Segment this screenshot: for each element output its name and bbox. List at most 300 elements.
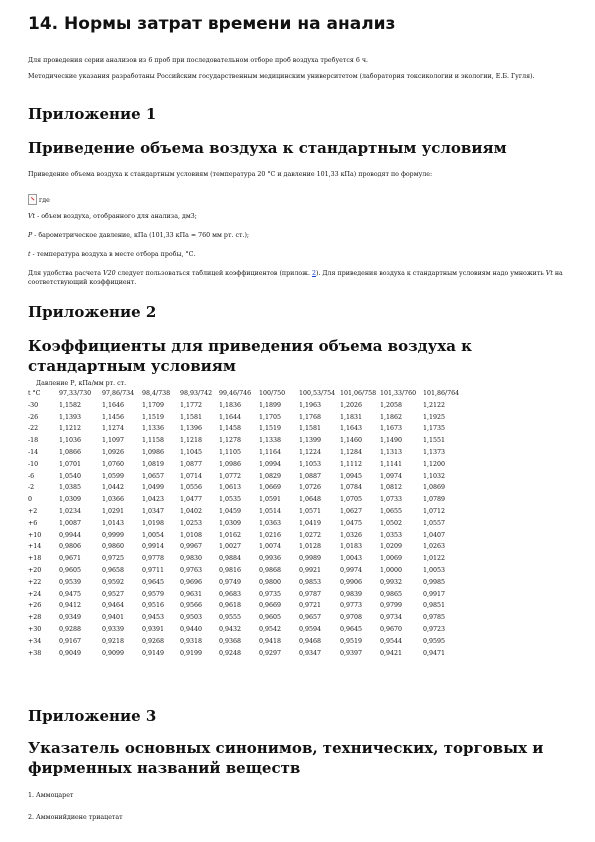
formula-where: где	[39, 197, 50, 204]
coefficient-cell: 1,1053	[299, 460, 322, 468]
coefficient-cell: 1,0407	[423, 531, 446, 539]
table-header-cell: 101,06/758	[340, 390, 377, 397]
coefficient-cell: 1,0043	[340, 555, 363, 563]
coefficient-cell: 0,9708	[340, 614, 363, 622]
coefficient-cell: 1,0000	[380, 566, 403, 574]
coefficient-cell: 0,9288	[59, 625, 82, 633]
coefficient-cell: 1,0402	[180, 507, 203, 515]
coefficient-cell: 1,1644	[219, 413, 242, 421]
coefficient-cell: 1,1581	[180, 413, 203, 421]
coefficient-cell: 1,0475	[340, 519, 363, 527]
note-paragraph: Для удобства расчета V20 следует пользоваться таблицей коэффициентов (прилож. 2). Для приведения воздуха к стандартным условиям надо умножить Vt на соответствующий коэффициент.	[28, 270, 563, 286]
coefficient-cell: 1,0557	[423, 519, 446, 527]
appendix-1-subheading: Приведение объема воздуха к стандартным условиям	[28, 139, 507, 157]
coefficient-cell: 0,9806	[59, 543, 82, 551]
temperature-cell: -26	[28, 413, 39, 421]
coefficient-cell: 0,9542	[259, 625, 282, 633]
coefficient-cell: 1,1768	[299, 413, 322, 421]
coefficient-cell: 1,1899	[259, 401, 282, 409]
coefficient-cell: 1,1212	[59, 425, 82, 433]
coefficient-cell: 0,9631	[180, 590, 203, 598]
coefficient-cell: 0,9471	[423, 649, 446, 657]
coefficient-cell: 0,9725	[102, 555, 125, 563]
coefficient-cell: 0,9865	[380, 590, 403, 598]
coefficient-cell: 1,0347	[142, 507, 165, 515]
coefficient-cell: 1,0655	[380, 507, 403, 515]
def-text: - температура воздуха в месте отбора пробы, °С.	[30, 251, 196, 258]
temperature-cell: +6	[28, 519, 38, 527]
coefficient-cell: 0,9721	[299, 602, 322, 610]
list-item: 1. Аммоцарет	[28, 792, 74, 799]
table-header-cell: 97,86/734	[102, 390, 135, 397]
table-row	[28, 437, 466, 449]
coefficient-cell: 1,2026	[340, 401, 363, 409]
coefficient-cell: 1,1772	[180, 401, 203, 409]
coefficient-cell: 1,1458	[219, 425, 242, 433]
table-row	[28, 484, 466, 496]
definition-vt	[28, 212, 568, 221]
coefficient-cell: 1,0613	[219, 484, 242, 492]
table-header-cell: 97,33/730	[59, 390, 92, 397]
coefficient-cell: 0,9787	[299, 590, 322, 598]
coefficient-cell: 0,9391	[142, 625, 165, 633]
coefficient-cell: 0,9967	[180, 543, 203, 551]
temperature-cell: -10	[28, 460, 39, 468]
coefficient-cell: 1,0442	[102, 484, 125, 492]
coefficient-cell: 1,1164	[259, 448, 282, 456]
temperature-cell: +22	[28, 578, 42, 586]
coefficient-cell: 1,0253	[180, 519, 203, 527]
table-row	[28, 532, 466, 544]
coefficient-cell: 1,0162	[219, 531, 242, 539]
list-item: 2. Аммонийдиене триацетат	[28, 814, 123, 821]
temperature-cell: +26	[28, 602, 42, 610]
coefficient-cell: 0,9773	[340, 602, 363, 610]
coefficient-cell: 1,1862	[380, 413, 403, 421]
coefficient-cell: 1,1393	[59, 413, 82, 421]
coefficient-cell: 0,9401	[102, 614, 125, 622]
coefficient-cell: 0,9167	[59, 637, 82, 645]
coefficient-cell: 1,0183	[340, 543, 363, 551]
coefficient-cell: 0,9339	[102, 625, 125, 633]
definition-p	[28, 231, 568, 240]
coefficient-cell: 0,9711	[142, 566, 165, 574]
coefficient-cell: 0,9657	[299, 614, 322, 622]
coefficient-cell: 0,9544	[380, 637, 403, 645]
coefficient-cell: 0,9555	[219, 614, 242, 622]
table-header-cell: 98,93/742	[180, 390, 213, 397]
coefficient-cell: 1,0366	[102, 496, 125, 504]
temperature-cell: -14	[28, 448, 39, 456]
coefficient-cell: 1,1582	[59, 401, 82, 409]
coefficient-cell: 1,0087	[59, 519, 82, 527]
section-title: 14. Нормы затрат времени на анализ	[28, 14, 396, 34]
coefficient-cell: 1,1112	[340, 460, 363, 468]
coefficient-cell: 0,9936	[259, 555, 282, 563]
coefficient-cell: 0,9527	[102, 590, 125, 598]
var-vt: Vt	[28, 213, 36, 220]
table-row	[28, 591, 466, 603]
coefficient-cell: 0,9432	[219, 625, 242, 633]
coefficient-cell: 0,9594	[299, 625, 322, 633]
coefficient-cell: 1,1519	[259, 425, 282, 433]
table-row	[28, 567, 466, 579]
coefficient-cell: 1,1460	[340, 437, 363, 445]
coefficient-cell: 0,9763	[180, 566, 203, 574]
coefficient-cell: 1,0571	[299, 507, 322, 515]
coefficient-cell: 1,0326	[340, 531, 363, 539]
coefficient-cell: 1,1032	[423, 472, 446, 480]
coefficient-cell: 1,0784	[340, 484, 363, 492]
coefficient-cell: 0,9605	[59, 566, 82, 574]
coefficient-cell: 1,0108	[180, 531, 203, 539]
coefficient-cell: 0,9418	[259, 637, 282, 645]
coefficient-cell: 1,0423	[142, 496, 165, 504]
coefficient-cell: 1,1224	[299, 448, 322, 456]
coefficient-cell: 1,0053	[423, 566, 446, 574]
coefficient-cell: 1,0419	[299, 519, 322, 527]
table-header-cell: 101,86/764	[423, 390, 460, 397]
coefficient-cell: 1,0363	[259, 519, 282, 527]
table-header-cell: 99,46/746	[219, 390, 252, 397]
coefficient-cell: 1,1490	[380, 437, 403, 445]
coefficient-cell: 0,9944	[59, 531, 82, 539]
temperature-cell: -30	[28, 401, 39, 409]
temperature-cell: +30	[28, 625, 42, 633]
table-row	[28, 449, 466, 461]
coefficient-cell: 0,9248	[219, 649, 242, 657]
coefficient-cell: 1,0459	[219, 507, 242, 515]
table-row	[28, 638, 466, 650]
coefficient-cell: 1,1456	[102, 413, 125, 421]
coefficient-cell: 0,9860	[102, 543, 125, 551]
table-header-cell: t °С	[28, 390, 41, 397]
coefficient-cell: 1,1045	[180, 448, 203, 456]
temperature-cell: +28	[28, 614, 42, 622]
coefficient-cell: 1,0122	[423, 555, 446, 563]
coefficient-cell: 1,0069	[380, 555, 403, 563]
coefficient-cell: 0,9468	[299, 637, 322, 645]
coefficient-table	[28, 390, 466, 661]
coefficient-cell: 0,9149	[142, 649, 165, 657]
coefficient-cell: 0,9595	[423, 637, 446, 645]
coefficient-cell: 1,0216	[259, 531, 282, 539]
coefficient-cell: 1,0669	[259, 484, 282, 492]
coefficient-cell: 1,1646	[102, 401, 125, 409]
coefficient-cell: 0,9592	[102, 578, 125, 586]
coefficient-cell: 0,9349	[59, 614, 82, 622]
coefficient-cell: 1,0926	[102, 448, 125, 456]
coefficient-cell: 1,1705	[259, 413, 282, 421]
coefficient-cell: 1,0733	[380, 496, 403, 504]
coefficient-cell: 1,1551	[423, 437, 446, 445]
coefficient-cell: 0,9816	[219, 566, 242, 574]
coefficient-cell: 0,9464	[102, 602, 125, 610]
coefficient-cell: 1,1338	[259, 437, 282, 445]
coefficient-cell: 0,9851	[423, 602, 446, 610]
coefficient-cell: 1,1673	[380, 425, 403, 433]
coefficient-cell: 1,0263	[423, 543, 446, 551]
temperature-cell: +14	[28, 543, 42, 551]
coefficient-cell: 1,0887	[299, 472, 322, 480]
coefficient-cell: 1,0540	[59, 472, 82, 480]
paragraph: Методические указания разработаны Российским государственным медицинским университетом (лаборатория токсикологии и экологии, Е.Б. Гугля).	[28, 73, 535, 80]
coefficient-cell: 1,0657	[142, 472, 165, 480]
table-row	[28, 414, 466, 426]
coefficient-cell: 0,9985	[423, 578, 446, 586]
table-header-cell: 101,33/760	[380, 390, 417, 397]
coefficient-cell: 1,0591	[259, 496, 282, 504]
coefficient-cell: 1,0986	[142, 448, 165, 456]
coefficient-cell: 0,9453	[142, 614, 165, 622]
coefficient-cell: 0,9868	[259, 566, 282, 574]
coefficient-cell: 0,9696	[180, 578, 203, 586]
coefficient-cell: 0,9618	[219, 602, 242, 610]
coefficient-cell: 0,9914	[142, 543, 165, 551]
coefficient-cell: 0,9853	[299, 578, 322, 586]
coefficient-cell: 1,1274	[102, 425, 125, 433]
table-row	[28, 461, 466, 473]
coefficient-cell: 0,9099	[102, 649, 125, 657]
coefficient-cell: 0,9671	[59, 555, 82, 563]
pressure-label: Давление Р, кПа/мм рт. ст.	[36, 380, 127, 387]
var-t: t	[28, 251, 31, 258]
coefficient-cell: 1,1581	[299, 425, 322, 433]
coefficient-cell: 1,1336	[142, 425, 165, 433]
coefficient-cell: 0,9297	[259, 649, 282, 657]
coefficient-cell: 1,1278	[219, 437, 242, 445]
table-row	[28, 402, 466, 414]
coefficient-cell: 1,0829	[259, 472, 282, 480]
coefficient-cell: 1,1643	[340, 425, 363, 433]
appendix-2-heading: Приложение 2	[28, 303, 157, 321]
coefficient-cell: 1,1396	[180, 425, 203, 433]
coefficient-cell: 1,0712	[423, 507, 446, 515]
coefficient-cell: 1,0705	[340, 496, 363, 504]
table-row	[28, 520, 466, 532]
coefficient-cell: 1,0309	[59, 496, 82, 504]
table-row	[28, 650, 466, 662]
coefficient-cell: 1,0054	[142, 531, 165, 539]
coefficient-cell: 1,0198	[142, 519, 165, 527]
coefficient-cell: 0,9579	[142, 590, 165, 598]
coefficient-cell: 0,9368	[219, 637, 242, 645]
table-row	[28, 602, 466, 614]
table-row	[28, 555, 466, 567]
temperature-cell: +38	[28, 649, 42, 657]
coefficient-cell: 1,0986	[219, 460, 242, 468]
coefficient-cell: 1,0789	[423, 496, 446, 504]
coefficient-cell: 1,1399	[299, 437, 322, 445]
temperature-cell: +34	[28, 637, 42, 645]
coefficient-cell: 1,0627	[340, 507, 363, 515]
coefficient-cell: 0,9723	[423, 625, 446, 633]
coefficient-cell: 1,1036	[59, 437, 82, 445]
coefficient-cell: 0,9475	[59, 590, 82, 598]
coefficient-cell: 1,1963	[299, 401, 322, 409]
coefficient-cell: 1,0812	[380, 484, 403, 492]
coefficient-cell: 1,0385	[59, 484, 82, 492]
coefficient-cell: 1,0514	[259, 507, 282, 515]
coefficient-cell: 0,9503	[180, 614, 203, 622]
coefficient-cell: 1,0877	[180, 460, 203, 468]
temperature-cell: +20	[28, 566, 42, 574]
coefficient-cell: 0,9989	[299, 555, 322, 563]
coefficient-cell: 1,2058	[380, 401, 403, 409]
coefficient-cell: 1,2122	[423, 401, 446, 409]
coefficient-cell: 1,0994	[259, 460, 282, 468]
coefficient-cell: 1,0027	[219, 543, 242, 551]
coefficient-cell: 0,9670	[380, 625, 403, 633]
coefficient-cell: 0,9199	[180, 649, 203, 657]
coefficient-cell: 0,9800	[259, 578, 282, 586]
table-row	[28, 508, 466, 520]
coefficient-cell: 1,0772	[219, 472, 242, 480]
table-header-row	[28, 390, 466, 402]
table-row	[28, 543, 466, 555]
coefficient-cell: 0,9421	[380, 649, 403, 657]
coefficient-cell: 1,0309	[219, 519, 242, 527]
coefficient-cell: 1,1158	[142, 437, 165, 445]
appendix-1-heading: Приложение 1	[28, 105, 157, 123]
table-row	[28, 473, 466, 485]
coefficient-cell: 0,9778	[142, 555, 165, 563]
coefficient-cell: 0,9785	[423, 614, 446, 622]
table-header-cell: 100/750	[259, 390, 286, 397]
coefficient-cell: 1,1831	[340, 413, 363, 421]
coefficient-cell: 0,9049	[59, 649, 82, 657]
coefficient-cell: 0,9974	[340, 566, 363, 574]
coefficient-cell: 1,0599	[102, 472, 125, 480]
coefficient-cell: 1,0648	[299, 496, 322, 504]
coefficient-cell: 1,0477	[180, 496, 203, 504]
coefficient-cell: 0,9440	[180, 625, 203, 633]
table-row	[28, 614, 466, 626]
coefficient-cell: 1,0535	[219, 496, 242, 504]
temperature-cell: +2	[28, 507, 38, 515]
coefficient-cell: 1,0760	[102, 460, 125, 468]
temperature-cell: -18	[28, 437, 39, 445]
appendix-2-subheading: Коэффициенты для приведения объема воздуха к стандартным условиям	[28, 337, 472, 375]
coefficient-cell: 1,0866	[59, 448, 82, 456]
temperature-cell: +10	[28, 531, 42, 539]
broken-image-icon	[28, 194, 37, 205]
appendix-3-subheading: Указатель основных синонимов, технических, торговых и фирменных названий веществ	[28, 739, 544, 777]
coefficient-cell: 0,9539	[59, 578, 82, 586]
coefficient-cell: 1,0945	[340, 472, 363, 480]
paragraph: Приведение объема воздуха к стандартным условиям (температура 20 °С и давление 101,33 кПа) проводят по формуле:	[28, 171, 433, 178]
coefficient-cell: 0,9658	[102, 566, 125, 574]
coefficient-cell: 0,9683	[219, 590, 242, 598]
coefficient-cell: 0,9347	[299, 649, 322, 657]
coefficient-cell: 0,9318	[180, 637, 203, 645]
coefficient-cell: 1,1200	[423, 460, 446, 468]
coefficient-cell: 1,1373	[423, 448, 446, 456]
temperature-cell: 0	[28, 496, 33, 504]
coefficient-cell: 1,0234	[59, 507, 82, 515]
table-row	[28, 425, 466, 437]
coefficient-cell: 0,9734	[380, 614, 403, 622]
coefficient-cell: 1,1709	[142, 401, 165, 409]
temperature-cell: +18	[28, 555, 42, 563]
coefficient-cell: 0,9749	[219, 578, 242, 586]
coefficient-cell: 0,9645	[142, 578, 165, 586]
coefficient-cell: 1,0499	[142, 484, 165, 492]
coefficient-cell: 1,0272	[299, 531, 322, 539]
coefficient-cell: 0,9412	[59, 602, 82, 610]
coefficient-cell: 1,0726	[299, 484, 322, 492]
coefficient-cell: 1,1218	[180, 437, 203, 445]
coefficient-cell: 1,0869	[423, 484, 446, 492]
coefficient-cell: 0,9839	[340, 590, 363, 598]
appendix-3-heading: Приложение 3	[28, 707, 157, 725]
coefficient-cell: 0,9884	[219, 555, 242, 563]
coefficient-cell: 0,9917	[423, 590, 446, 598]
coefficient-cell: 0,9645	[340, 625, 363, 633]
coefficient-cell: 0,9906	[340, 578, 363, 586]
coefficient-cell: 0,9268	[142, 637, 165, 645]
table-row	[28, 626, 466, 638]
coefficient-cell: 1,0353	[380, 531, 403, 539]
table-row	[28, 579, 466, 591]
temperature-cell: -2	[28, 484, 35, 492]
coefficient-cell: 1,0819	[142, 460, 165, 468]
formula-line	[28, 194, 568, 205]
temperature-cell: -6	[28, 472, 35, 480]
coefficient-cell: 0,9932	[380, 578, 403, 586]
coefficient-cell: 0,9735	[259, 590, 282, 598]
coefficient-cell: 1,1141	[380, 460, 403, 468]
coefficient-cell: 1,0974	[380, 472, 403, 480]
coefficient-cell: 1,1836	[219, 401, 242, 409]
coefficient-cell: 0,9799	[380, 602, 403, 610]
definition-t	[28, 250, 568, 259]
coefficient-cell: 1,0502	[380, 519, 403, 527]
coefficient-cell: 1,1925	[423, 413, 446, 421]
coefficient-cell: 1,1284	[340, 448, 363, 456]
temperature-cell: -22	[28, 425, 39, 433]
def-text: - барометрическое давление, кПа (101,33 кПа = 760 мм рт. ст.);	[32, 232, 250, 239]
coefficient-cell: 0,9516	[142, 602, 165, 610]
coefficient-cell: 0,9218	[102, 637, 125, 645]
coefficient-cell: 0,9830	[180, 555, 203, 563]
coefficient-cell: 0,9921	[299, 566, 322, 574]
coefficient-cell: 1,0291	[102, 507, 125, 515]
table-header-cell: 100,53/754	[299, 390, 336, 397]
coefficient-cell: 1,0128	[299, 543, 322, 551]
coefficient-cell: 1,0701	[59, 460, 82, 468]
coefficient-cell: 1,1105	[219, 448, 242, 456]
coefficient-cell: 1,0714	[180, 472, 203, 480]
temperature-cell: +24	[28, 590, 42, 598]
coefficient-cell: 0,9397	[340, 649, 363, 657]
paragraph: Для проведения серии анализов из 6 проб при последовательном отборе проб воздуха требуется 6 ч.	[28, 57, 369, 64]
appendix-2-link[interactable]: 2	[311, 270, 316, 277]
def-text: - объем воздуха, отобранного для анализа, дм3;	[35, 213, 197, 220]
coefficient-cell: 1,1097	[102, 437, 125, 445]
coefficient-cell: 1,0556	[180, 484, 203, 492]
coefficient-cell: 1,1519	[142, 413, 165, 421]
coefficient-cell: 1,0143	[102, 519, 125, 527]
coefficient-cell: 1,1735	[423, 425, 446, 433]
coefficient-cell: 1,1313	[380, 448, 403, 456]
coefficient-cell: 0,9566	[180, 602, 203, 610]
coefficient-cell: 0,9999	[102, 531, 125, 539]
table-header-cell: 98,4/738	[142, 390, 171, 397]
var-p: Р	[28, 232, 33, 239]
coefficient-cell: 0,9519	[340, 637, 363, 645]
coefficient-cell: 1,0074	[259, 543, 282, 551]
